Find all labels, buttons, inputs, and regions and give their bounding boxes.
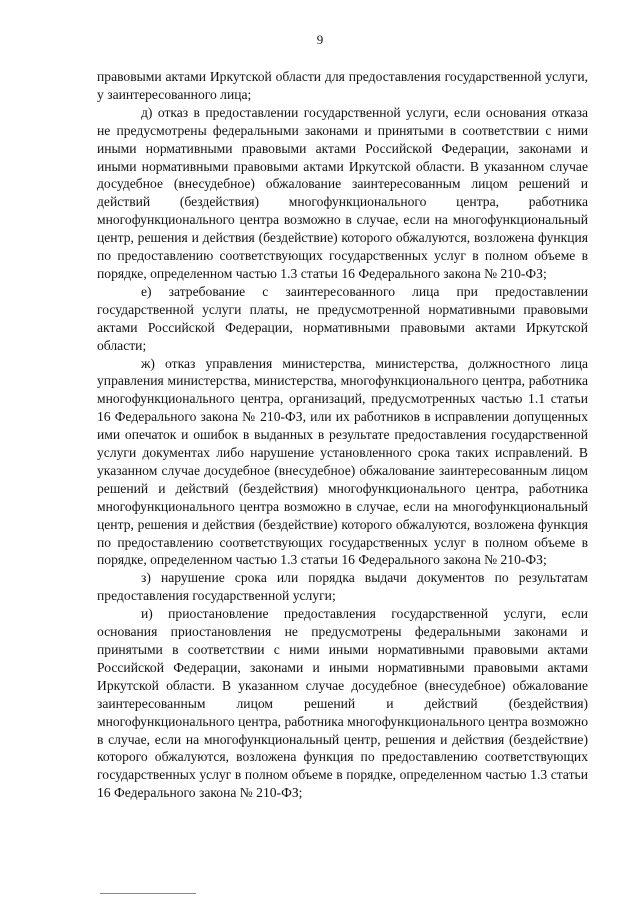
- paragraph-item-d: д) отказ в предоставлении государственной услуги, если основания отказа не предусмотрены федеральными законами и принятыми в соответствии с ними иными нормативными правовыми актами Российской Федерации, законами и иными нормативными правовыми актами Иркутской области. В указанном случае досудебное (внесудебное) обжалование заинтересованным лицом решений и действий (бездействия) многофункционального центра, работника многофункционального центра возможно в случае, если на многофункциональный центр, решения и действия (бездействие) которого обжалуются, возложена функция по предоставлению соответствующих государственных услуг в полном объеме в порядке, определенном частью 1.3 статьи 16 Федерального закона № 210-ФЗ;: [97, 104, 588, 281]
- paragraph-item-zh: ж) отказ управления министерства, министерства, должностного лица управления министерства, министерства, многофункционального центра, работника многофункционального центра, организаций, предусмотренных частью 1.1 статьи 16 Федерального закона № 210-ФЗ, или их работников в исправлении допущенных ими опечаток и ошибок в выданных в результате предоставления государственной услуги документах либо нарушение установленного срока таких исправлений. В указанном случае досудебное (внесудебное) обжалование заинтересованным лицом решений и действий (бездействия) многофункционального центра, работника многофункционального центра возможно в случае, если на многофункциональный центр, решения и действия (бездействие) которого обжалуются, возложена функция по предоставлению соответствующих государственных услуг в полном объеме в порядке, определенном частью 1.3 статьи 16 Федерального закона № 210-ФЗ;: [97, 355, 588, 568]
- paragraph-continuation: правовыми актами Иркутской области для предоставления государственной услуги, у заинтересованного лица;: [97, 69, 588, 102]
- paragraph-item-e: е) затребование с заинтересованного лица при предоставлении государственной услуги платы, не предусмотренной нормативными правовыми актами Российской Федерации, нормативными правовыми актами Иркутской области;: [97, 283, 588, 353]
- document-body: [97, 68, 588, 802]
- footer-divider: [100, 893, 196, 894]
- paragraph-item-i: и) приостановление предоставления государственной услуги, если основания приостановления не предусмотрены федеральными законами и принятыми в соответствии с ними иными нормативными правовыми актами Российской Федерации, законами и иными нормативными правовыми актами Иркутской области. В указанном случае досудебное (внесудебное) обжалование заинтересованным лицом решений и действий (бездействия) многофункционального центра, работника многофункционального центра возможно в случае, если на многофункциональный центр, решения и действия (бездействие) которого обжалуются, возложена функция по предоставлению соответствующих государственных услуг в полном объеме в порядке, определенном частью 1.3 статьи 16 Федерального закона № 210-ФЗ;: [97, 606, 588, 801]
- page-number: 9: [316, 32, 324, 47]
- paragraph-item-z: з) нарушение срока или порядка выдачи документов по результатам предоставления государственной услуги;: [97, 570, 588, 604]
